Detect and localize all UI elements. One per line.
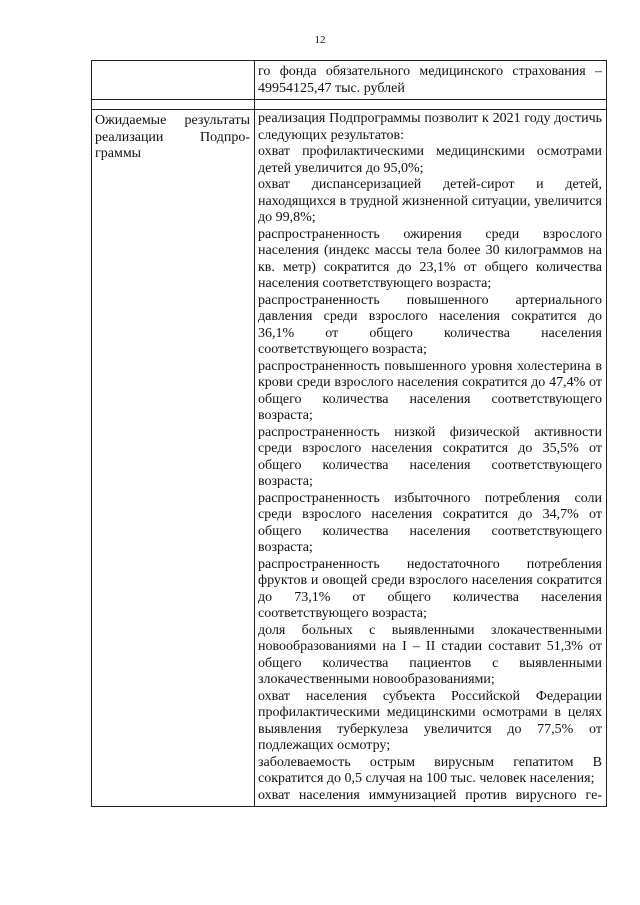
expected-results-label-line-2: реализации Подпро- (95, 129, 250, 145)
table-row-gap (92, 100, 607, 110)
table-cell-label-empty (92, 61, 255, 100)
result-cholesterol: распространенность повышенного уровня холестерина в крови среди взрослого населения сократится до 47,4% от общего количества населения соответствующего возраста; (258, 358, 602, 423)
result-orphans-dispensary: охват диспансеризацией детей-сирот и детей, находящихся в трудной жизненной ситуации, увеличится до 99,8%; (258, 177, 602, 225)
result-oncology: доля больных с выявленными злокачественными новообразованиями на I – II стадии составит 51,3% от общего количества пациентов с выявленными злокачественными новообразованиями; (258, 622, 602, 687)
table-row-funding-continuation (92, 61, 607, 100)
funding-paragraph: го фонда обязательного медицинского страхования – 49954125,47 тыс. рублей (258, 64, 602, 96)
table-cell-funding-text (255, 61, 607, 100)
result-intro: реализация Подпрограммы позволит к 2021 году достичь следующих результатов: (258, 111, 602, 143)
table-cell-expected-results-label (92, 110, 255, 807)
expected-results-label-line-1: Ожидаемые результаты (95, 113, 250, 128)
result-fruit-vegetables: распространенность недостаточного потребления фруктов и овощей среди взрослого населения сократится до 73,1% от общего количества населения соответствующего возраста; (258, 556, 602, 621)
result-hepatitis-b: заболеваемость острым вирусным гепатитом В сократится до 0,5 случая на 100 тыс. человек населения; (258, 754, 602, 786)
result-blood-pressure: распространенность повышенного артериального давления среди взрослого населения сократится до 36,1% от общего количества населения соответствующего возраста; (258, 292, 602, 357)
result-immunization: охват населения иммунизацией против вирусного ге- (258, 787, 602, 803)
table-cell-gap-left (92, 100, 255, 110)
result-tuberculosis: охват населения субъекта Российской Федерации профилактическими медицинскими осмотрами в целях выявления туберкулеза увеличится до 77,5% от подлежащих осмотру; (258, 688, 602, 753)
result-obesity: распространенность ожирения среди взрослого населения (индекс массы тела более 30 килограммов на кв. метр) сократится до 23,1% от общего количества населения соответствующего возраста; (258, 226, 602, 291)
result-physical-activity: распространенность низкой физической активности среди взрослого населения сократится до 35,5% от общего количества населения соответствующего возраста; (258, 424, 602, 489)
subprogram-table (91, 60, 607, 807)
table-cell-expected-results-text (255, 110, 607, 807)
expected-results-label (95, 113, 250, 163)
table-cell-gap-right (255, 100, 607, 110)
result-children-checkups: охват профилактическими медицинскими осмотрами детей увеличится до 95,0%; (258, 144, 602, 176)
page-number: 12 (314, 34, 326, 46)
table-row-expected-results (92, 110, 607, 807)
result-salt-consumption: распространенность избыточного потребления соли среди взрослого населения сократится до 34,7% от общего количества населения соответствующего возраста; (258, 490, 602, 555)
expected-results-label-line-3: граммы (95, 146, 142, 161)
